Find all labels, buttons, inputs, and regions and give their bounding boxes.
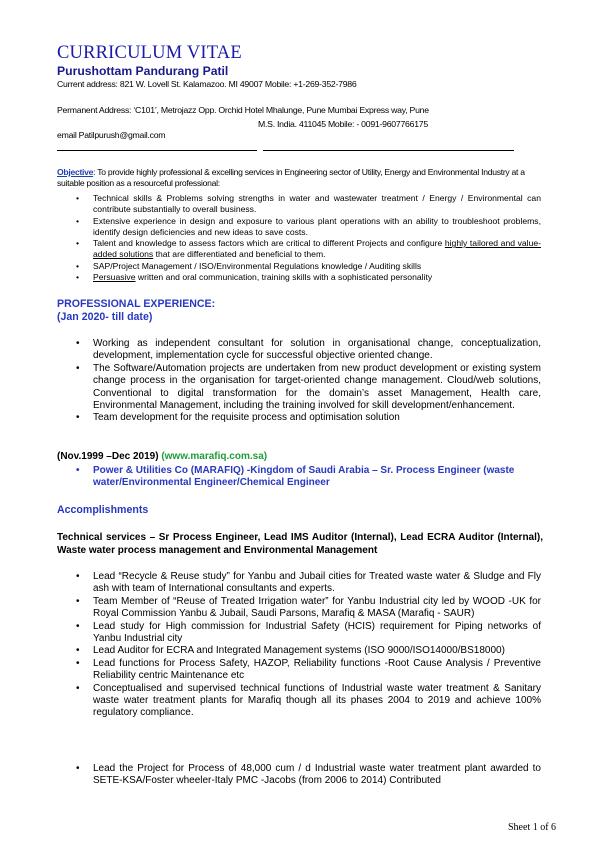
list-item: • Lead functions for Process Safety, HAZOP, Reliability functions -Root Cause Analysis / Preventive Reliability centric Maintenance etc xyxy=(76,658,541,683)
accomplishments-list-continued xyxy=(76,763,541,788)
experience-list xyxy=(76,338,541,425)
objective-label: Objective xyxy=(57,167,94,177)
list-item: • Team Member of “Reuse of Treated Irrigation water” for Yanbu Industrial city led by WOOD -UK for Royal Commission Yanbu & Jubail, Saudi Parsons, Marafiq & MASA (Marafiq - SAUR) xyxy=(76,596,541,621)
list-item: • Technical skills & Problems solving strengths in water and wastewater treatment / Energy / Environmental can contribute substantially to overall business. xyxy=(76,193,541,216)
objective-text: : To provide highly professional & excelling services in Engineering sector of Utility, Energy and Environmental Industry at a suitable position as a resourceful professional: xyxy=(57,167,525,189)
list-item: • Lead Auditor for ECRA and Integrated Management systems (ISO 9000/ISO14000/BS18000) xyxy=(76,645,541,657)
list-item: • SAP/Project Management / ISO/Environmental Regulations knowledge / Auditing skills xyxy=(76,261,541,272)
list-item: • Extensive experience in design and exposure to various plant operations with an ability to troubleshoot problems, identify design deficiencies and new ideas to save costs. xyxy=(76,216,541,239)
accomplishments-subheading: Technical services – Sr Process Engineer, Lead IMS Auditor (Internal), Lead ECRA Auditor (Internal), Waste water process management and Environmental Management xyxy=(57,532,543,556)
employer-list xyxy=(76,465,541,489)
list-item: • Conceptualised and supervised technical functions of Industrial waste water treatment & Sanitary waste water treatment plants for Marafiq though all its phases 2004 to 2019 and achieve 100% regulatory compliance. xyxy=(76,683,541,720)
list-item: • Lead the Project for Process of 48,000 cum / d Industrial waste water treatment plant awarded to SETE-KSA/Foster wheeler-Italy PMC -Jacobs (from 2006 to 2014) Contributed xyxy=(76,763,541,788)
list-item: • Lead study for High commission for Industrial Safety (HCIS) requirement for Piping networks of Yanbu Industrial city xyxy=(76,621,541,646)
objective-list xyxy=(76,193,541,283)
list-item: • Persuasive written and oral communication, training skills with a sophisticated personality xyxy=(76,272,541,283)
document-title: CURRICULUM VITAE xyxy=(57,43,242,63)
list-item: • Working as independent consultant for solution in organisational change, conceptualization, development, implementation cycle for successful objective oriented change. xyxy=(76,338,541,363)
employment-period: (Nov.1999 –Dec 2019) (www.marafiq.com.sa) xyxy=(57,451,268,462)
professional-experience-heading: PROFESSIONAL EXPERIENCE: xyxy=(57,298,216,310)
page-number: Sheet 1 of 6 xyxy=(508,822,557,833)
list-item: • Talent and knowledge to assess factors which are critical to different Projects and configure highly tailored and value-added solutions that are differentiated and beneficial to them. xyxy=(76,238,541,261)
email-line: email Patilpurush@gmail.com xyxy=(57,130,166,140)
company-website-link[interactable]: (www.marafiq.com.sa) xyxy=(161,451,268,462)
divider-right xyxy=(263,150,514,151)
permanent-address-line2: M.S. India. 411045 Mobile: - 0091-9607766175 xyxy=(258,119,428,129)
candidate-name: Purushottam Pandurang Patil xyxy=(57,64,229,78)
list-item: • Team development for the requisite process and optimisation solution xyxy=(76,412,541,424)
divider-left xyxy=(57,150,257,151)
employer-item: • Power & Utilities Co (MARAFIQ) -Kingdom of Saudi Arabia – Sr. Process Engineer (waste water/Environmental Engineer/Chemical Engineer xyxy=(76,465,541,489)
accomplishments-list xyxy=(76,571,541,720)
current-address: Current address: 821 W. Lovell St. Kalamazoo. MI 49007 Mobile: +1-269-352-7986 xyxy=(57,79,357,89)
objective-paragraph xyxy=(57,167,541,190)
list-item: • The Software/Automation projects are undertaken from new product development or existing system change process in the organisation for target-oriented change management. Cloud/web solutions, Conventional to digital transformation for the domain’s asset Management, Health care, Environmental Management, including the training involved for skill development/enhancement. xyxy=(76,363,541,413)
accomplishments-heading: Accomplishments xyxy=(57,504,149,516)
list-item: • Lead “Recycle & Reuse study” for Yanbu and Jubail cities for Treated waste water & Sludge and Fly ash with team of International consultants and experts. xyxy=(76,571,541,596)
permanent-address-line1: Permanent Address: ‘C101’, Metrojazz Opp. Orchid Hotel Mhalunge, Pune Mumbai Express way, Pune xyxy=(57,105,429,115)
experience-period: (Jan 2020- till date) xyxy=(57,311,153,323)
